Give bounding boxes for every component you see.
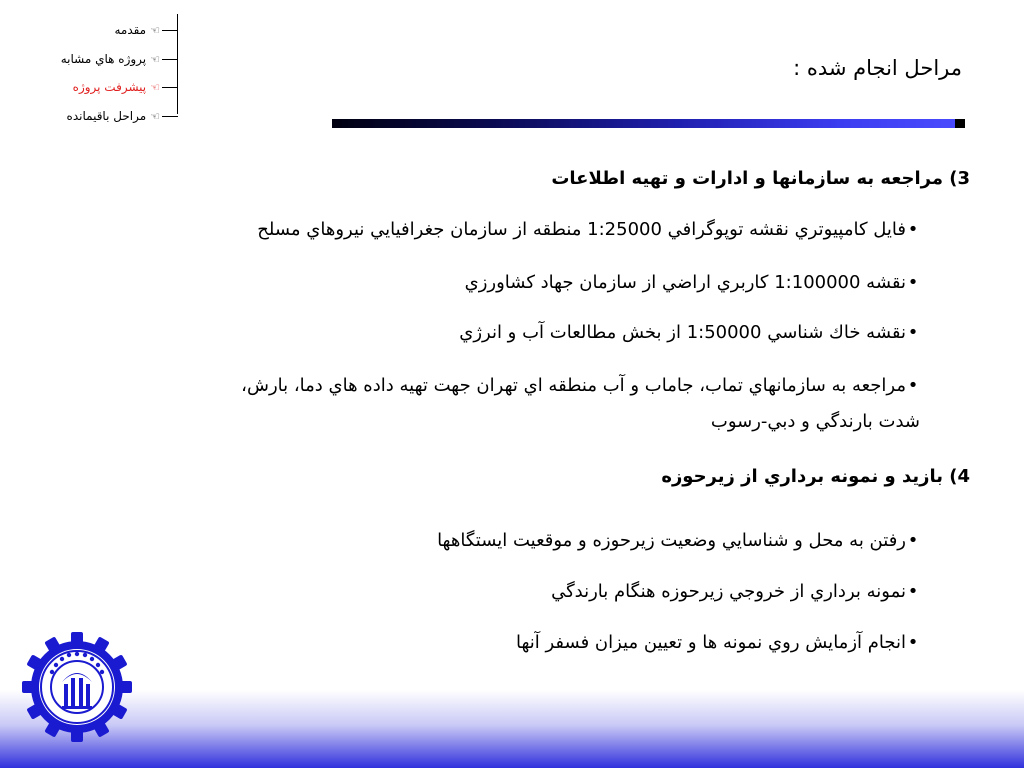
bullet-dot: •: [907, 322, 919, 343]
nav-item-similar-projects[interactable]: [61, 50, 178, 68]
bullet-item: [465, 265, 920, 301]
bullet-text: مراجعه به سازمانهاي تماب، جاماب و آب منطقه اي تهران جهت تهيه داده هاي دما، بارش، شدت بارندگي و دبي-رسوب: [241, 375, 920, 432]
bullet-item: [459, 315, 920, 351]
bottom-gradient-band: [0, 690, 1024, 768]
nav-tick: [162, 59, 178, 60]
bullet-item: [551, 574, 920, 610]
bullet-text: نقشه 1:100000 كاربري اراضي از سازمان جهاد كشاورزي: [464, 272, 906, 293]
bullet-item: [200, 368, 920, 440]
pointing-hand-icon: ☜: [150, 52, 160, 66]
bullet-item: [516, 625, 920, 661]
title-underline-bar: [332, 119, 965, 128]
slide-navigation: [20, 14, 180, 124]
bullet-item: [257, 212, 920, 248]
nav-tick: [162, 87, 178, 88]
university-logo-icon: [22, 632, 132, 742]
nav-item-label: مراحل باقيمانده: [66, 109, 147, 123]
bullet-text: فايل كامپيوتري نقشه توپوگرافي 1:25000 منطقه از سازمان جغرافيايي نيروهاي مسلح: [257, 219, 906, 240]
slide-title: مراحل انجام شده :: [793, 56, 962, 80]
bullet-text: رفتن به محل و شناسايي وضعيت زيرحوزه و موقعيت ايستگاهها: [437, 530, 906, 551]
bullet-dot: •: [907, 375, 919, 396]
pointing-hand-icon: ☜: [150, 109, 160, 123]
pointing-hand-icon: ☜: [150, 23, 160, 37]
nav-item-introduction[interactable]: [114, 21, 178, 39]
bullet-dot: •: [907, 530, 919, 551]
bullet-dot: •: [907, 219, 919, 240]
nav-item-label: مقدمه: [114, 23, 147, 37]
pointing-hand-icon: ☜: [150, 80, 160, 94]
section-heading: 4) بازيد و نمونه برداري از زيرحوزه: [661, 466, 970, 487]
bullet-text: نقشه خاك شناسي 1:50000 از بخش مطالعات آب و انرژي: [459, 322, 906, 343]
bullet-item: [437, 523, 920, 559]
nav-item-label: پروژه هاي مشابه: [60, 52, 147, 66]
nav-item-remaining-steps[interactable]: [67, 107, 178, 125]
nav-item-project-progress[interactable]: [73, 78, 178, 96]
bullet-text: انجام آزمايش روي نمونه ها و تعيين ميزان فسفر آنها: [515, 632, 906, 653]
bullet-dot: •: [907, 632, 919, 653]
bullet-dot: •: [907, 581, 919, 602]
section-heading: 3) مراجعه به سازمانها و ادارات و تهيه اطلاعات: [551, 168, 970, 189]
bullet-text: نمونه برداري از خروجي زيرحوزه هنگام بارندگي: [551, 581, 906, 602]
nav-item-label: پيشرفت پروژه: [72, 80, 147, 94]
bullet-dot: •: [907, 272, 919, 293]
nav-tick: [162, 116, 178, 117]
university-logo: [22, 632, 132, 742]
nav-tick: [162, 30, 178, 31]
